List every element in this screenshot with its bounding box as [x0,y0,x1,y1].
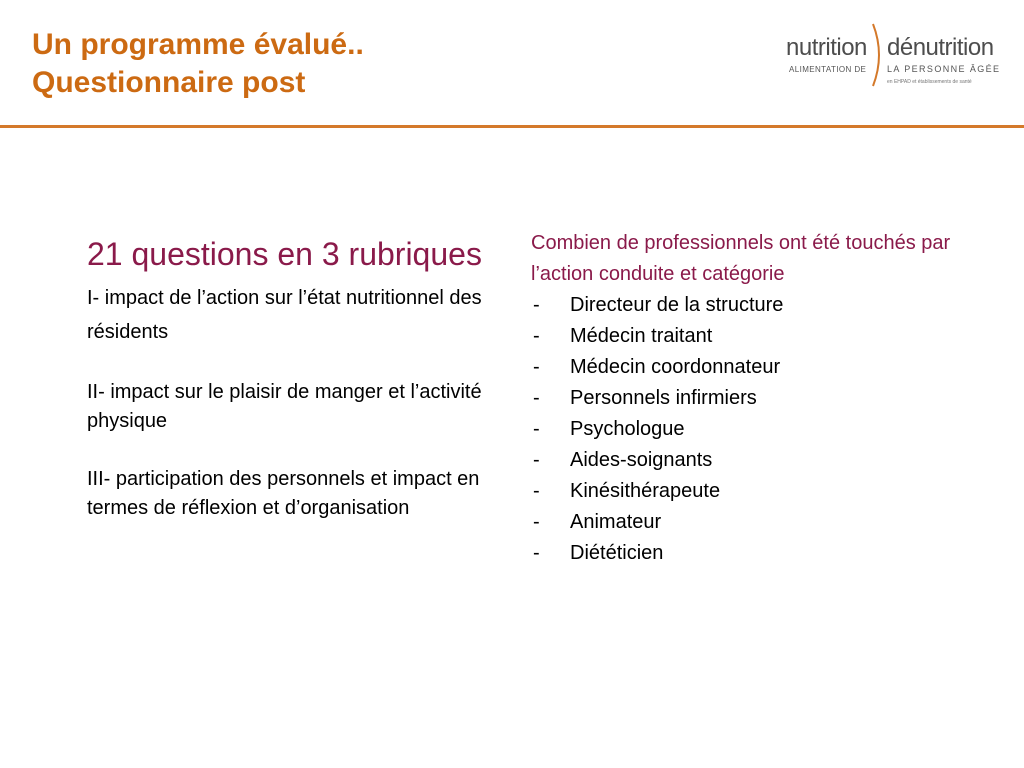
logo-parenthesis-icon [870,22,886,88]
rubric-spacer [87,349,482,378]
slide-title-line-2: Questionnaire post [32,66,306,99]
category-label: Directeur de la structure [570,294,784,316]
list-dash: - [533,480,540,502]
category-label: Médecin coordonnateur [570,356,781,378]
professionals-question: Combien de professionnels ont été touchés par l’action conduite et catégorie [531,232,951,285]
list-dash: - [533,325,540,347]
category-label: Animateur [570,511,662,533]
list-dash: - [533,387,540,409]
rubric-spacer [87,436,482,465]
category-item [531,507,951,538]
questions-subtitle: 21 questions en 3 rubriques [87,236,482,272]
category-item [531,290,951,321]
logo-tagline-small: en EHPAD et établissements de santé [887,79,972,85]
category-item [531,383,951,414]
list-dash: - [533,542,540,564]
rubric-1: I- impact de l’action sur l’état nutritionnel des résidents [87,287,482,343]
logo-tagline-right: LA PERSONNE ÂGÉE [887,64,1001,74]
category-label: Personnels infirmiers [570,387,757,409]
category-label: Kinésithérapeute [570,480,721,502]
category-item [531,538,951,569]
category-label: Médecin traitant [570,325,713,347]
rubrics-column [87,234,482,523]
category-item [531,321,951,352]
rubric-3: III- participation des personnels et impact en termes de réflexion et d’organisation [87,468,480,519]
list-dash: - [533,356,540,378]
slide-title [32,26,364,102]
category-item [531,352,951,383]
logo-tagline-left: ALIMENTATION DE [789,65,867,74]
category-item [531,445,951,476]
logo-word-nutrition: nutrition [786,34,867,61]
rubric-2: II- impact sur le plaisir de manger et l’activité physique [87,381,482,432]
slide-title-line-1: Un programme évalué.. [32,28,364,61]
professional-categories-list [531,290,951,569]
list-dash: - [533,511,540,533]
list-dash: - [533,294,540,316]
category-label: Psychologue [570,418,685,440]
professionals-column [531,228,951,569]
list-dash: - [533,449,540,471]
logo-word-denutrition: dénutrition [887,34,994,61]
category-item [531,414,951,445]
title-divider [0,125,1024,128]
nutrition-denutrition-logo [786,22,1001,94]
category-label: Aides-soignants [570,449,713,471]
category-item [531,476,951,507]
category-label: Diététicien [570,542,664,564]
list-dash: - [533,418,540,440]
